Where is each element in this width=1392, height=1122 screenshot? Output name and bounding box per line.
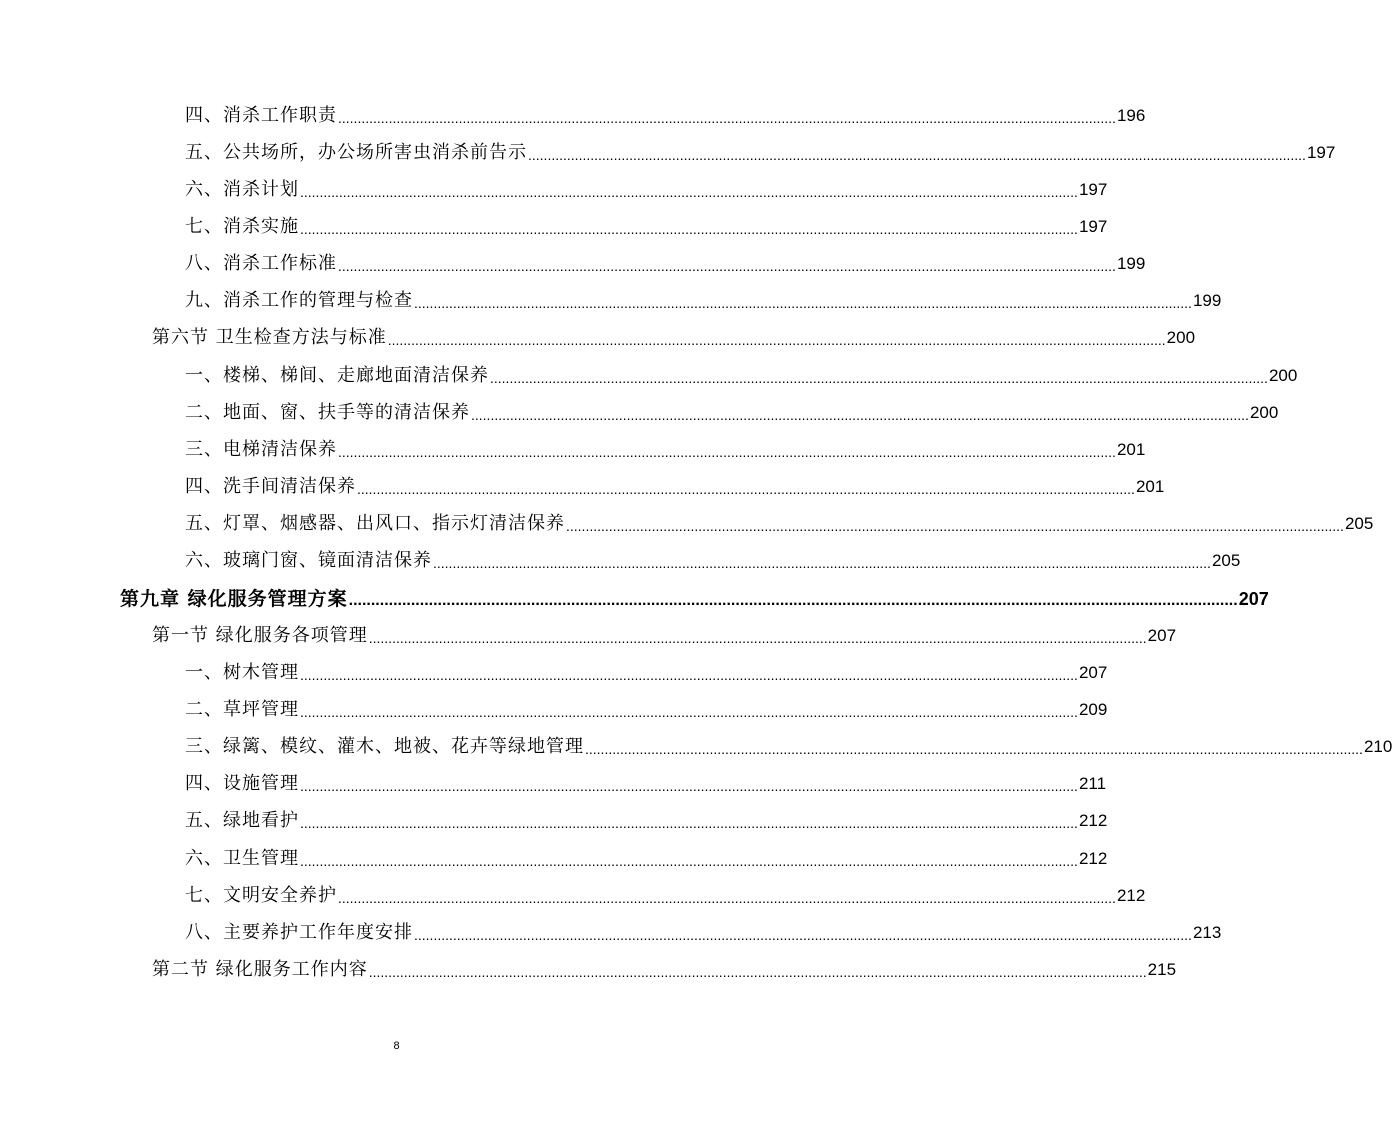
- toc-entry-title: 三、绿篱、模纹、灌木、地被、花卉等绿地管理: [185, 736, 584, 757]
- toc-entry-page-number: 207: [1147, 626, 1177, 645]
- toc-entry-title: 四、设施管理: [185, 773, 299, 794]
- toc-entry-title: 第六节 卫生检查方法与标准: [152, 327, 387, 348]
- toc-dot-leader: ........................................................................................................................................................................................................: [338, 110, 1116, 126]
- toc-entry-title: 四、洗手间清洁保养: [185, 476, 356, 497]
- toc-entry-page-number: 200: [1268, 366, 1298, 385]
- toc-entry-item[interactable]: [185, 364, 1298, 388]
- toc-dot-leader: ........................................................................................................................................................................................................: [300, 815, 1078, 831]
- toc-entry-title: 五、公共场所，办公场所害虫消杀前告示: [185, 142, 527, 163]
- toc-entry-item[interactable]: [185, 401, 1279, 425]
- toc-entry-title: 七、消杀实施: [185, 216, 299, 237]
- toc-entry-title: 一、楼梯、梯间、走廊地面清洁保养: [185, 365, 489, 386]
- toc-entry-page-number: 210: [1363, 737, 1392, 756]
- toc-dot-leader: ........................................................................................................................................................................................................: [300, 704, 1078, 720]
- toc-entry-item[interactable]: [185, 475, 1165, 499]
- toc-entry-page-number: 197: [1078, 217, 1108, 236]
- toc-entry-item[interactable]: [185, 215, 1108, 239]
- toc-entry-section[interactable]: [152, 958, 1177, 982]
- toc-entry-item[interactable]: [185, 512, 1374, 536]
- toc-entry-page-number: 207: [1238, 589, 1269, 609]
- toc-entry-section[interactable]: [152, 326, 1196, 350]
- toc-dot-leader: ........................................................................................................................................................................................................: [528, 147, 1306, 163]
- toc-dot-leader: ........................................................................................................................................................................................................: [433, 555, 1211, 571]
- toc-entry-page-number: 205: [1211, 551, 1241, 570]
- toc-entry-page-number: 200: [1249, 403, 1279, 422]
- toc-dot-leader: ........................................................................................................................................................................................................: [490, 370, 1268, 386]
- toc-entry-item[interactable]: [185, 847, 1108, 871]
- toc-entry-title: 九、消杀工作的管理与检查: [185, 290, 413, 311]
- toc-entry-page-number: 212: [1078, 811, 1108, 830]
- toc-entry-item[interactable]: [185, 141, 1336, 165]
- toc-entry-item[interactable]: [185, 661, 1108, 685]
- toc-entry-chapter[interactable]: [120, 587, 1269, 611]
- toc-entry-title: 八、消杀工作标准: [185, 253, 337, 274]
- toc-entry-title: 八、主要养护工作年度安排: [185, 922, 413, 943]
- toc-entry-item[interactable]: [185, 772, 1107, 796]
- toc-dot-leader: ........................................................................................................................................................................................................: [414, 927, 1192, 943]
- toc-entry-page-number: 196: [1116, 106, 1146, 125]
- toc-entry-item[interactable]: [185, 252, 1146, 276]
- toc-entry-title: 第二节 绿化服务工作内容: [152, 959, 368, 980]
- toc-entry-item[interactable]: [185, 104, 1146, 128]
- toc-entry-title: 第一节 绿化服务各项管理: [152, 625, 368, 646]
- toc-entry-page-number: 199: [1116, 254, 1146, 273]
- toc-dot-leader: ........................................................................................................................................................................................................: [414, 295, 1192, 311]
- toc-entry-section[interactable]: [152, 624, 1177, 648]
- toc-dot-leader: ........................................................................................................................................................................................................: [300, 184, 1078, 200]
- toc-entry-title: 五、灯罩、烟感器、出风口、指示灯清洁保养: [185, 513, 565, 534]
- toc-entry-title: 四、消杀工作职责: [185, 105, 337, 126]
- toc-entry-item[interactable]: [185, 809, 1108, 833]
- toc-entry-page-number: 197: [1306, 143, 1336, 162]
- toc-entry-title: 六、卫生管理: [185, 848, 299, 869]
- toc-dot-leader: ........................................................................................................................................................................................................: [338, 890, 1116, 906]
- toc-entry-page-number: 199: [1192, 291, 1222, 310]
- toc-entry-page-number: 212: [1116, 886, 1146, 905]
- toc-dot-leader: ........................................................................................................................................................................................................: [338, 258, 1116, 274]
- toc-entry-title: 七、文明安全养护: [185, 885, 337, 906]
- toc-entry-page-number: 215: [1147, 960, 1177, 979]
- toc-entry-item[interactable]: [185, 289, 1222, 313]
- toc-entry-item[interactable]: [185, 884, 1146, 908]
- toc-entry-page-number: 212: [1078, 849, 1108, 868]
- toc-entry-page-number: 200: [1166, 328, 1196, 347]
- toc-entry-page-number: 211: [1078, 774, 1107, 793]
- toc-entry-title: 五、绿地看护: [185, 810, 299, 831]
- toc-entry-item[interactable]: [185, 735, 1392, 759]
- toc-entry-item[interactable]: [185, 698, 1108, 722]
- toc-dot-leader: ........................................................................................................................................................................................................: [300, 667, 1078, 683]
- toc-dot-leader: ........................................................................................................................................................................................................: [300, 778, 1078, 794]
- toc-entry-page-number: 201: [1116, 440, 1146, 459]
- toc-entry-title: 一、树木管理: [185, 662, 299, 683]
- toc-entry-title: 六、玻璃门窗、镜面清洁保养: [185, 550, 432, 571]
- toc-dot-leader: ........................................................................................................................................................................................................: [368, 630, 1147, 646]
- toc-entry-title: 六、消杀计划: [185, 179, 299, 200]
- toc-entry-page-number: 205: [1344, 514, 1374, 533]
- toc-dot-leader: ........................................................................................................................................................................................................: [338, 444, 1116, 460]
- toc-dot-leader: ........................................................................................................................................................................................................: [471, 407, 1249, 423]
- toc-entry-item[interactable]: [185, 438, 1146, 462]
- toc-dot-leader: ........................................................................................................................................................................................................: [300, 221, 1078, 237]
- toc-entry-title: 二、草坪管理: [185, 699, 299, 720]
- toc-entry-title: 三、电梯清洁保养: [185, 439, 337, 460]
- toc-entry-title: 二、地面、窗、扶手等的清洁保养: [185, 402, 470, 423]
- toc-dot-leader: ........................................................................................................................................................................................................: [348, 592, 1238, 609]
- toc-entry-page-number: 207: [1078, 663, 1108, 682]
- page-number: 8: [393, 1040, 400, 1052]
- toc-entry-item[interactable]: [185, 549, 1241, 573]
- toc-entry-title: 第九章 绿化服务管理方案: [120, 588, 348, 610]
- toc-dot-leader: ........................................................................................................................................................................................................: [387, 332, 1166, 348]
- toc-entry-page-number: 213: [1192, 923, 1222, 942]
- toc-dot-leader: ........................................................................................................................................................................................................: [566, 518, 1344, 534]
- toc-entry-item[interactable]: [185, 178, 1108, 202]
- toc-entry-page-number: 201: [1135, 477, 1165, 496]
- toc-dot-leader: ........................................................................................................................................................................................................: [357, 481, 1135, 497]
- toc-entry-page-number: 209: [1078, 700, 1108, 719]
- toc-entry-page-number: 197: [1078, 180, 1108, 199]
- toc-dot-leader: ........................................................................................................................................................................................................: [368, 964, 1147, 980]
- toc-dot-leader: ........................................................................................................................................................................................................: [300, 853, 1078, 869]
- toc-entry-item[interactable]: [185, 921, 1222, 945]
- toc-dot-leader: ........................................................................................................................................................................................................: [585, 741, 1363, 757]
